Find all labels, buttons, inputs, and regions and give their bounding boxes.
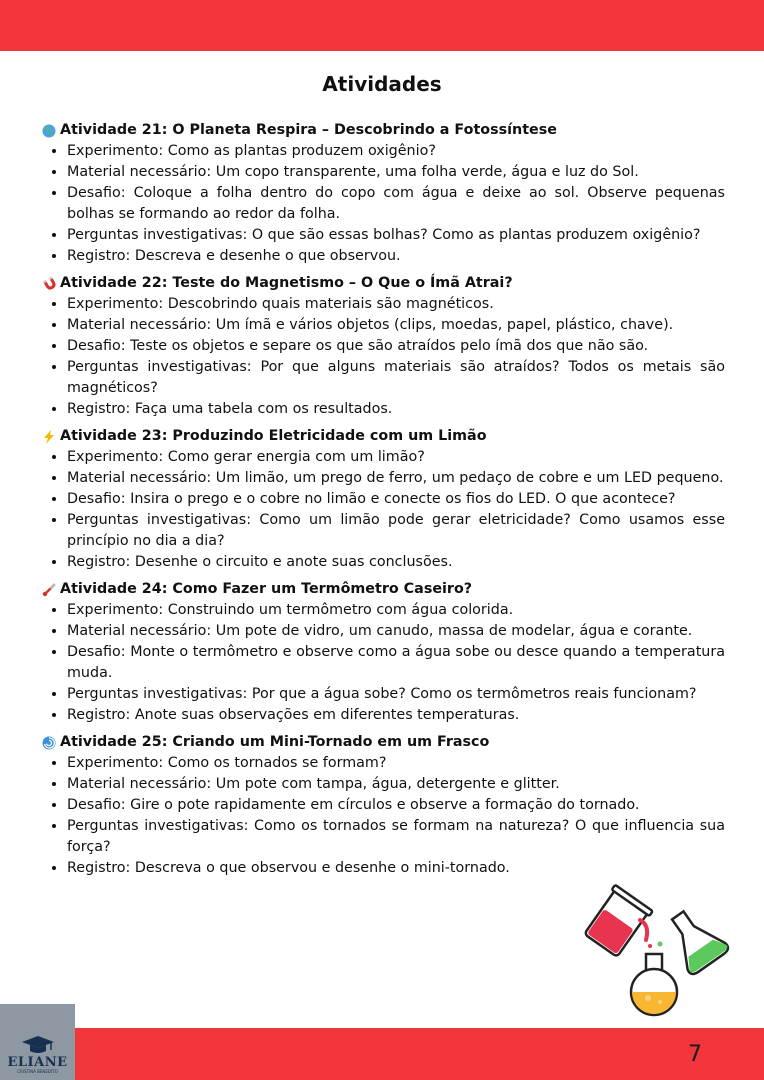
lab-flasks-illustration (580, 880, 730, 1020)
list-item: • Experimento: Descobrindo quais materiais são magnéticos. (67, 294, 725, 315)
list-item: • Perguntas investigativas: Por que a água sobe? Como os termômetros reais funcionam? (67, 684, 725, 705)
list-item: • Perguntas investigativas: O que são essas bolhas? Como as plantas produzem oxigênio? (67, 225, 725, 246)
list-item: • Registro: Faça uma tabela com os resultados. (67, 399, 725, 420)
list-item: • Registro: Descreva o que observou e desenhe o mini-tornado. (67, 858, 725, 879)
list-item: • Perguntas investigativas: Como os tornados se formam na natureza? O que influencia sua força? (67, 816, 725, 858)
list-item: • Registro: Descreva e desenhe o que observou. (67, 246, 725, 267)
list-item: • Experimento: Construindo um termômetro com água colorida. (67, 600, 725, 621)
magnet-icon (42, 277, 56, 291)
lightning-icon (42, 430, 56, 444)
globe-icon (42, 124, 56, 138)
activity-title: Atividade 25: Criando um Mini-Tornado em um Frasco (60, 734, 490, 750)
activity-25 (42, 732, 725, 879)
activity-title: Atividade 22: Teste do Magnetismo – O Que o Ímã Atrai? (60, 275, 513, 291)
activity-items (42, 294, 725, 420)
list-item: • Desafio: Coloque a folha dentro do copo com água e deixe ao sol. Observe pequenas bolhas se formando ao redor da folha. (67, 183, 725, 225)
activity-22 (42, 273, 725, 420)
activity-title: Atividade 23: Produzindo Eletricidade com um Limão (60, 428, 487, 444)
top-banner (0, 0, 764, 51)
graduation-cap-icon (21, 1034, 55, 1056)
list-item: • Perguntas investigativas: Por que alguns materiais são atraídos? Todos os metais são magnéticos? (67, 357, 725, 399)
list-item: • Registro: Desenhe o circuito e anote suas conclusões. (67, 552, 725, 573)
list-item: • Desafio: Teste os objetos e separe os que são atraídos pelo ímã dos que não são. (67, 336, 725, 357)
logo-name: ELIANE (7, 1055, 68, 1070)
list-item: • Material necessário: Um copo transparente, uma folha verde, água e luz do Sol. (67, 162, 725, 183)
list-item: • Experimento: Como as plantas produzem oxigênio? (67, 141, 725, 162)
activity-items (42, 753, 725, 879)
list-item: • Material necessário: Um pote de vidro, um canudo, massa de modelar, água e corante. (67, 621, 725, 642)
list-item: • Desafio: Insira o prego e o cobre no limão e conecte os fios do LED. O que acontece? (67, 489, 725, 510)
list-item: • Material necessário: Um pote com tampa, água, detergente e glitter. (67, 774, 725, 795)
list-item: • Material necessário: Um limão, um prego de ferro, um pedaço de cobre e um LED pequeno. (67, 468, 725, 489)
activity-21 (42, 120, 725, 267)
list-item: • Registro: Anote suas observações em diferentes temperaturas. (67, 705, 725, 726)
page-title: Atividades (322, 72, 442, 96)
activity-title: Atividade 21: O Planeta Respira – Descobrindo a Fotossíntese (60, 122, 557, 138)
activity-23 (42, 426, 725, 573)
bottom-banner (0, 1028, 764, 1080)
logo-subtitle: CRISTINA BENEDITO (17, 1069, 58, 1074)
activity-items (42, 447, 725, 573)
page-number: 7 (688, 1042, 702, 1067)
activity-items (42, 141, 725, 267)
activity-title: Atividade 24: Como Fazer um Termômetro Caseiro? (60, 581, 473, 597)
thermometer-icon (42, 583, 56, 597)
list-item: • Desafio: Monte o termômetro e observe como a água sobe ou desce quando a temperatura muda. (67, 642, 725, 684)
list-item: • Material necessário: Um ímã e vários objetos (clips, moedas, papel, plástico, chave). (67, 315, 725, 336)
list-item: • Desafio: Gire o pote rapidamente em círculos e observe a formação do tornado. (67, 795, 725, 816)
author-logo (0, 1004, 75, 1080)
activities-list (42, 120, 725, 885)
list-item: • Perguntas investigativas: Como um limão pode gerar eletricidade? Como usamos esse princípio no dia a dia? (67, 510, 725, 552)
cyclone-icon (42, 736, 56, 750)
activity-24 (42, 579, 725, 726)
list-item: • Experimento: Como gerar energia com um limão? (67, 447, 725, 468)
list-item: • Experimento: Como os tornados se formam? (67, 753, 725, 774)
activity-items (42, 600, 725, 726)
